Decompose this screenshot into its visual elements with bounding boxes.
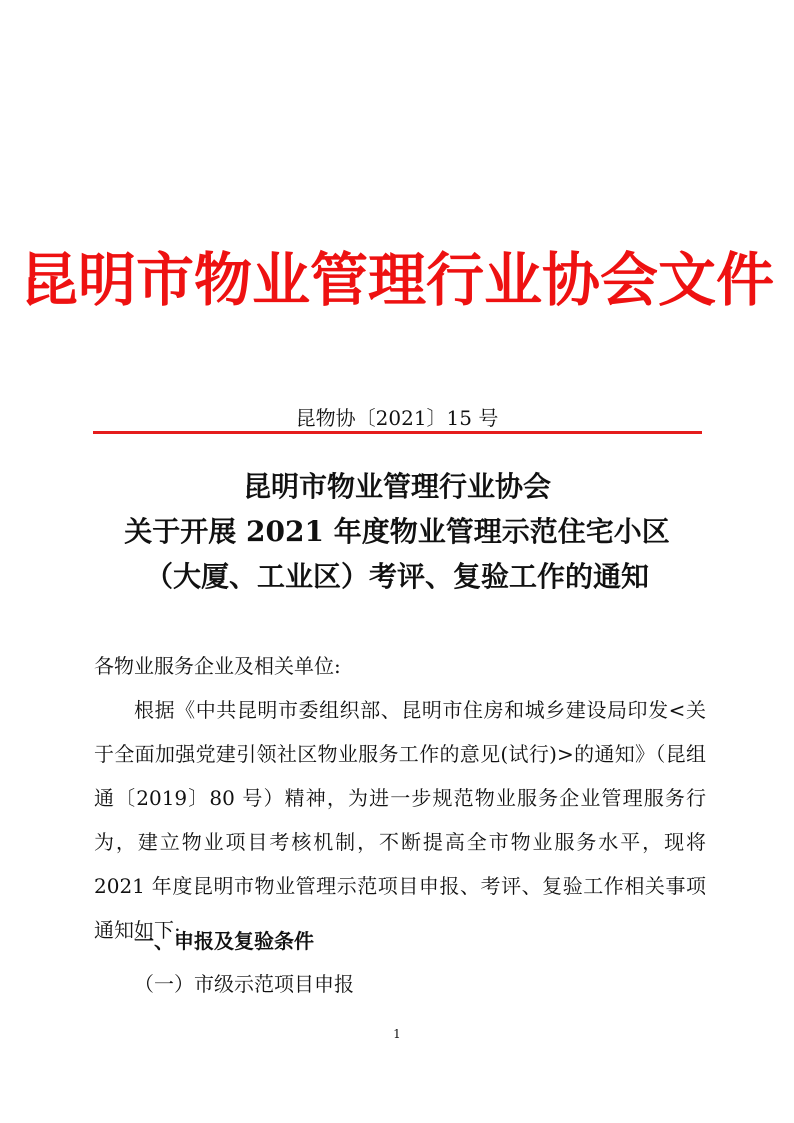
- notice-title-line-1: 昆明市物业管理行业协会: [242, 470, 551, 503]
- section-heading-1: 一、申报及复验条件: [134, 929, 314, 953]
- subsection-heading-1: （一）市级示范项目申报: [134, 972, 354, 996]
- intro-paragraph: 根据《中共昆明市委组织部、昆明市住房和城乡建设局印发<关于全面加强党建引领社区物业服务工作的意见(试行)>的通知》（昆组通〔2019〕80 号）精神，为进一步规范物业服务企业管理服务行为，建立物业项目考核机制，不断提高全市物业服务水平，现将 2021 年度昆明市物业管理示范项目申报、考评、复验工作相关事项通知如下:: [94, 698, 706, 942]
- page-number: 1: [393, 1027, 401, 1041]
- red-divider-line: [93, 431, 702, 434]
- document-number: 昆物协〔2021〕15 号: [295, 406, 499, 430]
- red-header-title: 昆明市物业管理行业协会文件: [19, 246, 774, 314]
- notice-title: [0, 464, 794, 599]
- document-body: [94, 644, 706, 952]
- notice-title-line-2: 关于开展 2021 年度物业管理示范住宅小区: [124, 515, 670, 548]
- notice-title-line-3: （大厦、工业区）考评、复验工作的通知: [144, 560, 649, 593]
- addressee-line: 各物业服务企业及相关单位:: [94, 654, 341, 678]
